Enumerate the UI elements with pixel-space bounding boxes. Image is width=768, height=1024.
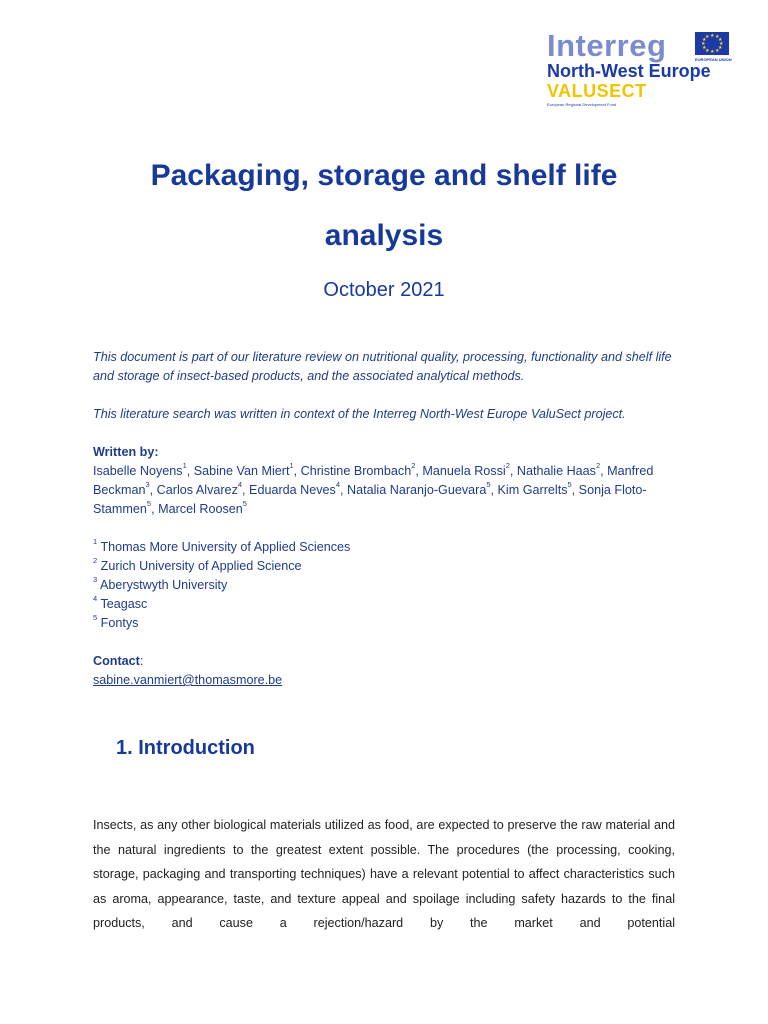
author-name: Sabine Van Miert [193, 464, 290, 478]
affiliation-name: Teagasc [100, 597, 148, 611]
contact-label: Contact [93, 654, 140, 668]
author-separator: , [293, 464, 301, 478]
author-separator: , [149, 483, 157, 497]
author-item [516, 461, 608, 478]
author-name: Manfred Beckman [93, 464, 654, 497]
document-title-line2: analysis [324, 219, 444, 252]
author-separator: , [242, 483, 250, 497]
author-list [93, 462, 683, 519]
author-item [497, 480, 579, 497]
author-separator: , [186, 464, 194, 478]
author-affiliation-number: 4 [335, 480, 341, 489]
author-affiliation-number: 2 [505, 461, 510, 470]
eu-flag-icon: ★ ★ ★ ★ ★ ★ ★ ★ ★ ★ ★ ★ [695, 32, 729, 55]
author-separator: , [415, 464, 423, 478]
author-separator: , [340, 483, 348, 497]
logo-project: VALUSECT [547, 81, 647, 101]
author-name: Christine Brombach [300, 464, 412, 478]
document-date: October 2021 [323, 279, 445, 301]
section-heading: 1. Introduction [116, 737, 255, 759]
document-title-line1: Packaging, storage and shelf life [150, 159, 618, 192]
author-affiliation-number: 5 [146, 499, 152, 508]
contact-block [93, 652, 676, 690]
author-separator: , [600, 464, 608, 478]
author-item [422, 461, 517, 478]
author-name: Kim Garrelts [497, 483, 568, 497]
author-name: Marcel Roosen [158, 502, 243, 516]
author-affiliation-number: 5 [486, 480, 491, 489]
logo-fund: European Regional Development Fund [547, 102, 617, 107]
author-item [193, 461, 301, 478]
affiliation-item [93, 595, 676, 614]
author-name: Carlos Alvarez [156, 483, 238, 497]
affiliation-number: 5 [93, 613, 98, 622]
author-name: Nathalie Haas [516, 464, 596, 478]
author-name: Isabelle Noyens [93, 464, 183, 478]
author-item [249, 480, 348, 497]
author-item [300, 461, 423, 478]
author-affiliation-number: 4 [237, 480, 243, 489]
author-affiliation-number: 2 [595, 461, 601, 470]
affiliation-number: 3 [93, 575, 98, 584]
author-separator: , [509, 464, 517, 478]
author-affiliation-number: 1 [182, 461, 187, 470]
author-name: Natalia Naranjo-Guevara [347, 483, 487, 497]
affiliation-list [93, 538, 676, 633]
written-by-label: Written by: [93, 445, 159, 459]
author-item [347, 480, 498, 497]
author-separator: , [571, 483, 579, 497]
contact-email-link[interactable]: sabine.vanmiert@thomasmore.be [93, 673, 283, 687]
intro-paragraph-2: This literature search was written in context of the Interreg North-West Europe ValuSect project. [93, 407, 626, 421]
body-paragraph: Insects, as any other biological materials utilized as food, are expected to preserve the raw material and the natural ingredients to the greatest extent possible. The procedures (the processing, cooking, storage, packaging and transporting techniques) have a relevant potential to affect characteristics such as aroma, appearance, taste, and texture appeal and spoilage including safety hazards to the final products, and cause a rejection/hazard by the market and potential [93, 818, 675, 931]
author-item [158, 499, 247, 516]
contact-colon: : [139, 654, 144, 668]
author-affiliation-number: 2 [411, 461, 416, 470]
author-name: Eduarda Neves [249, 483, 336, 497]
logo-program-name: Interreg [547, 28, 667, 63]
affiliation-name: Thomas More University of Applied Sciences [100, 540, 351, 554]
intro-paragraph-1: This document is part of our literature review on nutritional quality, processing, functionality and shelf life and storage of insect-based products, and the associated analytical methods. [93, 350, 672, 383]
author-name: Sonja Floto-Stammen [93, 483, 647, 516]
affiliation-item [93, 614, 676, 633]
author-item [156, 480, 250, 497]
author-separator: , [490, 483, 498, 497]
affiliation-item [93, 557, 676, 576]
affiliation-number: 2 [93, 556, 98, 565]
affiliation-name: Zurich University of Applied Science [100, 559, 302, 573]
author-affiliation-number: 1 [289, 461, 294, 470]
author-affiliation-number: 5 [567, 480, 572, 489]
affiliation-number: 4 [93, 594, 98, 603]
affiliation-name: Aberystwyth University [99, 578, 228, 592]
affiliation-name: Fontys [100, 616, 139, 630]
author-affiliation-number: 3 [145, 480, 150, 489]
affiliation-item [93, 576, 676, 595]
author-separator: , [151, 502, 159, 516]
author-affiliation-number: 5 [242, 499, 247, 508]
author-name: Manuela Rossi [422, 464, 506, 478]
author-item [93, 461, 194, 478]
affiliation-number: 1 [93, 537, 98, 546]
interreg-logo [547, 30, 737, 112]
logo-region: North-West Europe [547, 61, 711, 81]
logo-eu-label: EUROPEAN UNION [695, 57, 732, 62]
affiliation-item [93, 538, 676, 557]
